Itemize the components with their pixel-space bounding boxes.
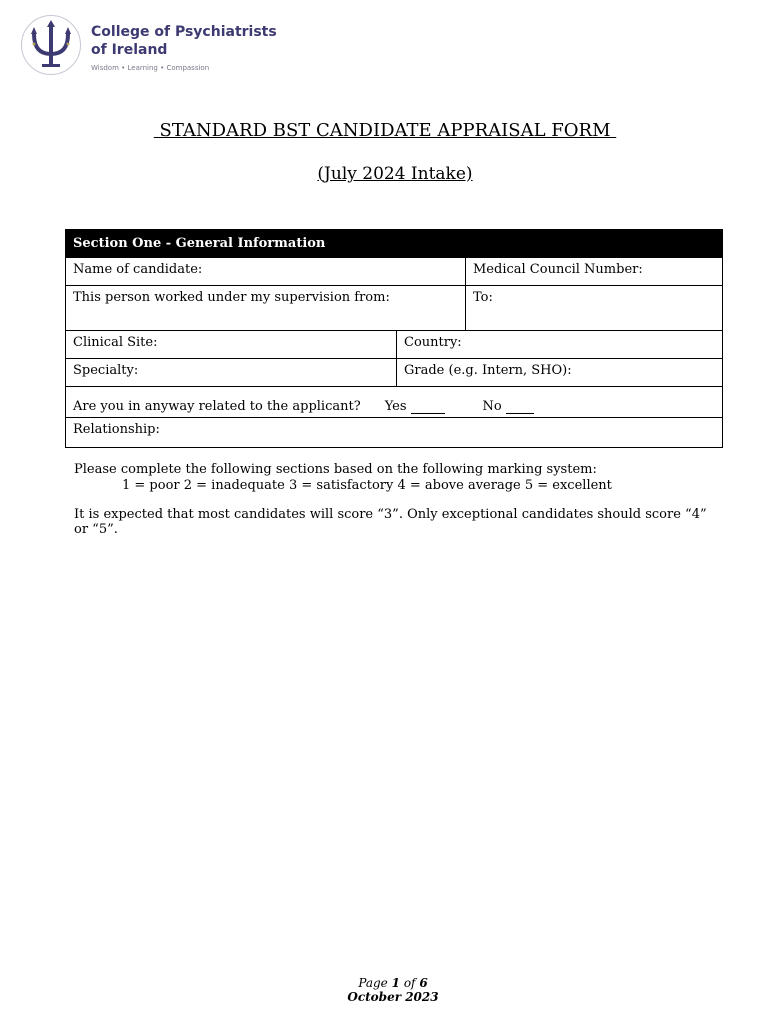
marking-intro: Please complete the following sections based on the following marking system: <box>74 462 597 477</box>
page-total: 6 <box>419 976 428 990</box>
table-row <box>65 387 723 418</box>
no-option-label: No <box>482 399 502 414</box>
relationship-label: Relationship: <box>73 422 160 437</box>
grade-field[interactable] <box>396 359 722 386</box>
college-logo <box>20 14 280 80</box>
scoring-expectation: It is expected that most candidates will score “3”. Only exceptional candidates should score “4” or “5”. <box>74 507 707 537</box>
general-information-table <box>65 229 723 448</box>
page-footer <box>0 976 770 1004</box>
medical-council-number-label: Medical Council Number: <box>473 262 643 277</box>
table-row <box>65 359 723 387</box>
table-row <box>65 331 723 359</box>
supervision-to-field[interactable] <box>465 286 722 330</box>
candidate-name-label: Name of candidate: <box>73 262 203 277</box>
clinical-site-field[interactable] <box>66 331 396 358</box>
relationship-field[interactable] <box>66 418 722 447</box>
logo-name-line2: of Ireland <box>91 42 168 58</box>
footer-date: October 2023 <box>347 990 439 1004</box>
marking-instructions <box>74 462 724 494</box>
specialty-field[interactable] <box>66 359 396 386</box>
section-header: Section One - General Information <box>65 229 723 258</box>
supervision-from-label: This person worked under my supervision from: <box>73 290 390 305</box>
yes-blank-field[interactable] <box>411 400 445 414</box>
marking-scale: 1 = poor 2 = inadequate 3 = satisfactory 4 = above average 5 = excellent <box>122 478 612 493</box>
table-row <box>65 418 723 448</box>
candidate-name-field[interactable] <box>66 258 465 285</box>
table-row <box>65 258 723 286</box>
medical-council-number-field[interactable] <box>465 258 722 285</box>
grade-label: Grade (e.g. Intern, SHO): <box>404 363 572 378</box>
clinical-site-label: Clinical Site: <box>73 335 158 350</box>
form-subtitle: (July 2024 Intake) <box>317 164 473 184</box>
no-blank-field[interactable] <box>506 400 534 414</box>
form-title: STANDARD BST CANDIDATE APPRAISAL FORM <box>153 120 617 141</box>
psi-trident-icon <box>20 14 82 76</box>
logo-tagline: Wisdom • Learning • Compassion <box>91 64 210 72</box>
page-current: 1 <box>391 976 400 990</box>
yes-option-label: Yes <box>384 399 407 414</box>
related-to-applicant-row <box>66 387 722 417</box>
supervision-to-label: To: <box>473 290 493 305</box>
country-label: Country: <box>404 335 462 350</box>
page-word: Page <box>358 976 388 990</box>
of-word: of <box>403 976 416 990</box>
logo-name-line1: College of Psychiatrists <box>91 24 277 40</box>
supervision-from-field[interactable] <box>66 286 465 330</box>
country-field[interactable] <box>396 331 722 358</box>
page-number <box>0 976 770 990</box>
specialty-label: Specialty: <box>73 363 139 378</box>
table-row <box>65 286 723 331</box>
related-question: Are you in anyway related to the applicant? <box>73 399 361 414</box>
